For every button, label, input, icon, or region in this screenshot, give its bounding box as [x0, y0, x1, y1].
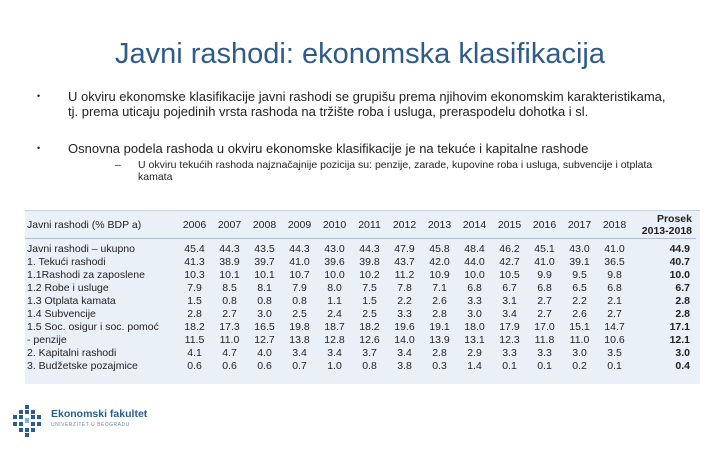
table-cell: 2.6: [572, 308, 587, 320]
average-cell: 2.8: [675, 295, 690, 307]
table-cell: 42.7: [499, 256, 520, 268]
average-cell: 40.7: [669, 256, 690, 268]
table-cell: 4.7: [222, 347, 237, 359]
table-cell: 17.9: [499, 321, 520, 333]
table-row: [25, 308, 696, 321]
table-cell: 10.1: [254, 269, 275, 281]
table-cell: 0.3: [432, 360, 447, 372]
table-cell: 13.1: [464, 334, 485, 346]
average-cell: 44.9: [669, 243, 690, 255]
average-cell: 17.1: [669, 321, 690, 333]
row-label: - penzije: [27, 334, 67, 346]
table-cell: 41.0: [534, 256, 555, 268]
table-cell: 3.0: [257, 308, 272, 320]
row-label: 1. Tekući rashodi: [27, 256, 106, 268]
table-cell: 3.1: [502, 295, 517, 307]
year-header: 2014: [457, 211, 492, 239]
table-cell: 9.8: [607, 269, 622, 281]
table-cell: 10.2: [359, 269, 380, 281]
table-cell: 9.5: [572, 269, 587, 281]
table-cell: 0.1: [537, 360, 552, 372]
table-cell: 1.4: [467, 360, 482, 372]
table-cell: 3.4: [292, 347, 307, 359]
year-header: 2007: [212, 211, 247, 239]
table-cell: 10.6: [604, 334, 625, 346]
faculty-logo: [10, 404, 210, 438]
bullet-text: Osnovna podela rashoda u okviru ekonomske klasifikacije je na tekuće i kapitalne rashode: [68, 141, 589, 156]
table-cell: 1.5: [362, 295, 377, 307]
table-cell: 45.4: [184, 243, 205, 255]
year-header: 2010: [317, 211, 352, 239]
bullet-item: [37, 141, 677, 156]
year-header: 2008: [247, 211, 282, 239]
bullet-list: [37, 89, 677, 183]
table-cell: 0.1: [607, 360, 622, 372]
table-header-row: [25, 211, 696, 239]
table-cell: 3.0: [467, 308, 482, 320]
table-cell: 8.0: [327, 282, 342, 294]
table-row: [25, 295, 696, 308]
average-cell: 2.8: [675, 308, 690, 320]
year-header: 2016: [527, 211, 562, 239]
table-cell: 45.8: [429, 243, 450, 255]
average-cell: 3.0: [675, 347, 690, 359]
table-cell: 3.4: [502, 308, 517, 320]
table-cell: 0.6: [187, 360, 202, 372]
table-cell: 6.7: [502, 282, 517, 294]
expenditure-table-container: [25, 210, 700, 384]
table-cell: 18.0: [464, 321, 485, 333]
table-cell: 0.1: [502, 360, 517, 372]
table-cell: 3.8: [397, 360, 412, 372]
row-label: 1.5 Soc. osigur i soc. pomoć: [27, 321, 159, 333]
table-cell: 0.6: [222, 360, 237, 372]
table-cell: 3.0: [572, 347, 587, 359]
table-row: [25, 282, 696, 295]
table-cell: 19.8: [289, 321, 310, 333]
sub-bullet-text: U okviru tekućih rashoda najznačajnije pozicija su: penzije, zarade, kupovine roba i usluga, subvencije i otplata kamata: [138, 159, 653, 183]
table-cell: 2.2: [572, 295, 587, 307]
table-cell: 43.5: [254, 243, 275, 255]
table-cell: 3.4: [397, 347, 412, 359]
table-row: [25, 347, 696, 360]
year-header: 2012: [387, 211, 422, 239]
table-cell: 2.9: [467, 347, 482, 359]
table-cell: 41.0: [289, 256, 310, 268]
table-cell: 18.2: [184, 321, 205, 333]
table-cell: 42.0: [429, 256, 450, 268]
average-header-line2: 2013-2018: [641, 224, 692, 237]
table-cell: 39.1: [569, 256, 590, 268]
logo-name: Ekonomski fakultet: [51, 408, 148, 420]
table-row: [25, 239, 696, 257]
table-cell: 43.0: [324, 243, 345, 255]
table-cell: 3.3: [537, 347, 552, 359]
table-cell: 4.1: [187, 347, 202, 359]
table-cell: 6.5: [572, 282, 587, 294]
bullet-text: U okviru ekonomske klasifikacije javni rashodi se grupišu prema njihovim ekonomskim karakteristikama, tj. prema uticaju pojedinih vrsta rashoda na tržište roba i usluga, preraspodelu dohotka i sl.: [68, 89, 666, 119]
table-cell: 39.7: [254, 256, 275, 268]
table-cell: 10.0: [464, 269, 485, 281]
table-cell: 0.6: [257, 360, 272, 372]
table-cell: 9.9: [537, 269, 552, 281]
table-cell: 16.5: [254, 321, 275, 333]
table-cell: 7.9: [292, 282, 307, 294]
table-cell: 44.0: [464, 256, 485, 268]
table-cell: 11.2: [394, 269, 415, 281]
table-cell: 10.5: [499, 269, 520, 281]
sub-bullet-item: [115, 159, 677, 183]
table-cell: 43.7: [394, 256, 415, 268]
table-cell: 36.5: [604, 256, 625, 268]
year-header: 2006: [177, 211, 212, 239]
row-label: 1.1Rashodi za zaposlene: [27, 269, 145, 281]
table-row: [25, 360, 696, 373]
table-cell: 2.2: [397, 295, 412, 307]
table-body: [25, 239, 696, 374]
table-cell: 7.8: [397, 282, 412, 294]
year-header: 2011: [352, 211, 387, 239]
table-cell: 19.6: [394, 321, 415, 333]
table-cell: 15.1: [569, 321, 590, 333]
year-header: 2018: [597, 211, 632, 239]
average-cell: 6.7: [675, 282, 690, 294]
logo-subtitle: UNIVERZITET U BEOGRADU: [51, 422, 130, 428]
table-cell: 11.5: [184, 334, 205, 346]
table-row: [25, 256, 696, 269]
bullet-item: [37, 89, 677, 119]
row-label: 1.4 Subvencije: [27, 308, 96, 320]
table-cell: 11.0: [569, 334, 590, 346]
table-cell: 0.2: [572, 360, 587, 372]
year-header: 2009: [282, 211, 317, 239]
table-cell: 44.3: [219, 243, 240, 255]
table-cell: 2.7: [222, 308, 237, 320]
table-cell: 3.3: [397, 308, 412, 320]
table-cell: 1.5: [187, 295, 202, 307]
table-cell: 17.0: [534, 321, 555, 333]
table-cell: 2.8: [432, 308, 447, 320]
logo-mark-icon: [10, 404, 44, 438]
table-cell: 44.3: [359, 243, 380, 255]
table-cell: 14.7: [604, 321, 625, 333]
table-cell: 18.7: [324, 321, 345, 333]
table-cell: 4.0: [257, 347, 272, 359]
table-cell: 0.8: [362, 360, 377, 372]
table-cell: 3.7: [362, 347, 377, 359]
table-cell: 41.3: [184, 256, 205, 268]
table-cell: 6.8: [467, 282, 482, 294]
table-cell: 10.1: [219, 269, 240, 281]
table-cell: 0.8: [257, 295, 272, 307]
table-cell: 13.9: [429, 334, 450, 346]
year-header: 2017: [562, 211, 597, 239]
table-cell: 12.7: [254, 334, 275, 346]
row-label: 2. Kapitalni rashodi: [27, 347, 117, 359]
table-cell: 2.7: [537, 295, 552, 307]
year-header: 2013: [422, 211, 457, 239]
table-cell: 10.7: [289, 269, 310, 281]
table-cell: 47.9: [394, 243, 415, 255]
average-cell: 12.1: [669, 334, 690, 346]
table-cell: 48.4: [464, 243, 485, 255]
table-cell: 11.8: [534, 334, 555, 346]
table-cell: 14.0: [394, 334, 415, 346]
table-cell: 39.8: [359, 256, 380, 268]
table-cell: 19.1: [429, 321, 450, 333]
year-header: 2015: [492, 211, 527, 239]
bullet-dot-icon: •: [37, 143, 41, 153]
row-label: Javni rashodi – ukupno: [27, 243, 135, 255]
table-cell: 11.0: [219, 334, 240, 346]
table-cell: 6.8: [607, 282, 622, 294]
table-cell: 45.1: [534, 243, 555, 255]
table-cell: 46.2: [499, 243, 520, 255]
table-cell: 12.6: [359, 334, 380, 346]
table-cell: 1.0: [327, 360, 342, 372]
table-cell: 2.1: [607, 295, 622, 307]
table-row: [25, 321, 696, 334]
slide-title: Javni rashodi: ekonomska klasifikacija: [115, 38, 605, 70]
table-cell: 2.7: [607, 308, 622, 320]
table-cell: 13.8: [289, 334, 310, 346]
table-cell: 2.8: [187, 308, 202, 320]
table-cell: 12.8: [324, 334, 345, 346]
table-cell: 10.0: [324, 269, 345, 281]
table-cell: 7.9: [187, 282, 202, 294]
table-cell: 3.3: [502, 347, 517, 359]
average-header: [632, 211, 696, 239]
table-cell: 0.8: [222, 295, 237, 307]
table-cell: 10.9: [429, 269, 450, 281]
table-cell: 6.8: [537, 282, 552, 294]
table-cell: 8.5: [222, 282, 237, 294]
table-cell: 12.3: [499, 334, 520, 346]
table-cell: 17.3: [219, 321, 240, 333]
table-cell: 18.2: [359, 321, 380, 333]
table-cell: 43.0: [569, 243, 590, 255]
expenditure-table: [25, 211, 696, 373]
table-cell: 7.1: [432, 282, 447, 294]
average-cell: 10.0: [669, 269, 690, 281]
bullet-dot-icon: •: [37, 91, 41, 101]
table-cell: 10.3: [184, 269, 205, 281]
table-cell: 2.8: [432, 347, 447, 359]
table-header-label: Javni rashodi (% BDP a): [25, 211, 177, 239]
table-row: [25, 269, 696, 282]
table-cell: 3.3: [467, 295, 482, 307]
table-cell: 0.8: [292, 295, 307, 307]
average-cell: 0.4: [675, 360, 690, 372]
table-cell: 38.9: [219, 256, 240, 268]
average-header-line1: Prosek: [656, 212, 692, 225]
row-label: 1.2 Robe i usluge: [27, 282, 109, 294]
table-cell: 39.6: [324, 256, 345, 268]
row-label: 1.3 Otplata kamata: [27, 295, 116, 307]
table-cell: 3.5: [607, 347, 622, 359]
table-cell: 2.7: [537, 308, 552, 320]
table-cell: 2.5: [362, 308, 377, 320]
table-cell: 7.5: [362, 282, 377, 294]
table-cell: 44.3: [289, 243, 310, 255]
row-label: 3. Budžetske pozajmice: [27, 360, 138, 372]
table-cell: 2.4: [327, 308, 342, 320]
table-cell: 8.1: [257, 282, 272, 294]
table-cell: 2.5: [292, 308, 307, 320]
table-cell: 0.7: [292, 360, 307, 372]
table-row: [25, 334, 696, 347]
dash-icon: –: [115, 159, 121, 171]
table-cell: 41.0: [604, 243, 625, 255]
table-cell: 3.4: [327, 347, 342, 359]
table-cell: 2.6: [432, 295, 447, 307]
table-cell: 1.1: [327, 295, 342, 307]
